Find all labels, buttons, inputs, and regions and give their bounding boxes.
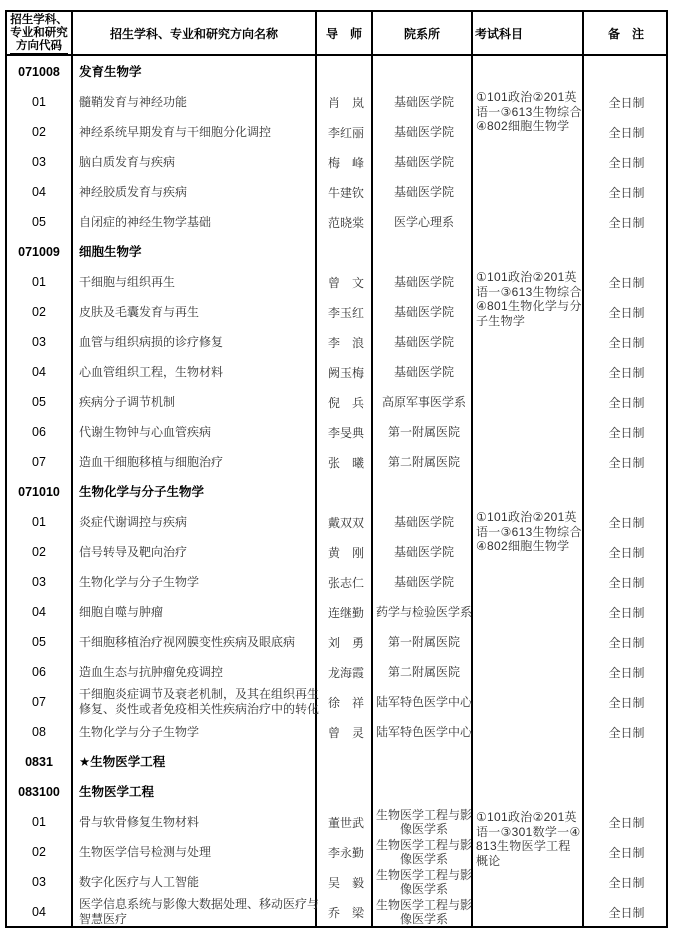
tutor-name: 李永勤 [327,845,364,860]
table-row [7,447,666,477]
note: 全日制 [608,335,645,350]
direction-name: 生物化学与分子生物学 [79,724,200,739]
tutor-name: 连继勤 [327,605,364,620]
section-code: 0831 [25,755,53,769]
note: 全日制 [608,845,645,860]
tutor-name: 梅 峰 [327,155,364,170]
table-row [7,387,666,417]
direction-name: 干细胞与组织再生 [79,274,176,289]
department: 医学心理系 [393,215,454,229]
exam-subjects: ①101政治②201英语一③613生物综合④802细胞生物学 [476,90,582,133]
direction-code: 06 [32,665,46,679]
table-row [7,627,666,657]
direction-name: 医学信息系统与影像大数据处理、移动医疗与智慧医疗 [79,897,320,926]
direction-name: 生物化学与分子生物学 [79,574,200,589]
direction-code: 01 [32,815,46,829]
table-row [7,807,666,837]
section-code: 071009 [18,245,60,259]
department: 高原军事医学系 [381,395,466,409]
department: 基础医学院 [393,95,454,109]
direction-code: 03 [32,575,46,589]
exam-subjects: ①101政治②201英语一③613生物综合④801生物化学与分子生物学 [476,270,582,328]
table-row [7,537,666,567]
section-title: 细胞生物学 [79,244,142,259]
note: 全日制 [608,215,645,230]
note: 全日制 [608,635,645,650]
tutor-name: 黄 刚 [327,545,364,560]
tutor-name: 阙玉梅 [327,365,364,380]
note: 全日制 [608,185,645,200]
section-title: 生物化学与分子生物学 [79,484,205,499]
direction-name: 生物医学信号检测与处理 [79,844,212,859]
department: 基础医学院 [393,185,454,199]
tutor-name: 戴双双 [327,515,364,530]
header-tutor: 导 师 [325,27,362,41]
table-row [7,837,666,867]
tutor-name: 倪 兵 [327,395,364,410]
note: 全日制 [608,575,645,590]
note: 全日制 [608,605,645,620]
direction-name: 神经胶质发育与疾病 [79,184,188,199]
department: 基础医学院 [393,155,454,169]
header-name: 招生学科、专业和研究方向名称 [109,27,278,41]
direction-code: 03 [32,155,46,169]
direction-code: 05 [32,215,46,229]
note: 全日制 [608,905,645,920]
section-row [7,237,666,267]
table-row [7,657,666,687]
department: 基础医学院 [393,335,454,349]
direction-name: 炎症代谢调控与疾病 [79,514,188,529]
tutor-name: 曾 文 [327,275,364,290]
department: 基础医学院 [393,575,454,589]
direction-code: 04 [32,605,46,619]
section-row [7,57,666,87]
department: 生物医学工程与影像医学系 [375,808,472,836]
note: 全日制 [608,875,645,890]
exam-subjects: ①101政治②201英语一③613生物综合④802细胞生物学 [476,510,582,553]
department: 第一附属医院 [387,425,460,439]
table-row [7,147,666,177]
direction-code: 01 [32,515,46,529]
direction-code: 02 [32,305,46,319]
note: 全日制 [608,665,645,680]
tutor-name: 徐 祥 [327,695,364,710]
note: 全日制 [608,455,645,470]
direction-code: 02 [32,845,46,859]
table-row [7,357,666,387]
table-row [7,177,666,207]
note: 全日制 [608,125,645,140]
section-title: 生物医学工程 [79,784,155,799]
direction-name: 疾病分子调节机制 [79,394,176,409]
table-row [7,87,666,117]
direction-code: 01 [32,275,46,289]
table-row [7,567,666,597]
direction-code: 06 [32,425,46,439]
header-dept: 院系所 [403,27,440,41]
tutor-name: 张 曦 [327,455,364,470]
department: 第一附属医院 [387,635,460,649]
direction-name: 干细胞炎症调节及衰老机制，及其在组织再生修复、炎性或者免疫相关性疾病治疗中的转化 [79,687,320,716]
exam-subjects: ①101政治②201英语一③301数学一④813生物医学工程概论 [476,810,581,868]
tutor-name: 龙海霞 [327,665,364,680]
tutor-name: 张志仁 [327,575,364,590]
direction-code: 05 [32,395,46,409]
tutor-name: 乔 梁 [327,905,364,920]
header-code-line: 专业和研究 [10,26,68,39]
table-row [7,417,666,447]
section-title: ★生物医学工程 [79,754,166,769]
direction-name: 皮肤及毛囊发育与再生 [79,304,200,319]
header-code-line: 方向代码 [10,40,68,54]
department: 第二附属医院 [387,665,460,679]
header-code-line: 招生学科、 [10,13,68,26]
tutor-name: 李 浪 [327,335,364,350]
direction-code: 05 [32,635,46,649]
header-exam: 考试科目 [475,27,524,41]
note: 全日制 [608,395,645,410]
table-row [7,297,666,327]
direction-code: 04 [32,905,46,919]
department: 基础医学院 [393,515,454,529]
direction-name: 脑白质发育与疾病 [79,154,176,169]
tutor-name: 李红丽 [327,125,364,140]
tutor-name: 肖 岚 [327,95,364,110]
table-row [7,687,666,717]
department: 基础医学院 [393,365,454,379]
direction-name: 数字化医疗与人工智能 [79,874,200,889]
table-row [7,717,666,747]
direction-code: 07 [32,695,46,709]
direction-name: 造血生态与抗肿瘤免疫调控 [79,664,224,679]
note: 全日制 [608,305,645,320]
section-row [7,747,666,777]
department: 生物医学工程与影像医学系 [375,898,472,926]
tutor-name: 李旻典 [327,425,364,440]
note: 全日制 [608,365,645,380]
direction-name: 细胞自噬与肿瘤 [79,604,164,619]
direction-code: 08 [32,725,46,739]
tutor-name: 刘 勇 [327,635,364,650]
section-row [7,777,666,807]
direction-name: 信号转导及靶向治疗 [79,544,188,559]
direction-code: 07 [32,455,46,469]
direction-name: 髓鞘发育与神经功能 [79,94,188,109]
note: 全日制 [608,545,645,560]
direction-code: 03 [32,335,46,349]
direction-code: 01 [32,95,46,109]
table-row [7,867,666,897]
section-row [7,477,666,507]
tutor-name: 吴 毅 [327,875,364,890]
department: 生物医学工程与影像医学系 [375,838,472,866]
direction-code: 02 [32,125,46,139]
tutor-name: 范晓棠 [327,215,364,230]
department: 陆军特色医学中心 [375,695,472,709]
note: 全日制 [608,515,645,530]
tutor-name: 李玉红 [327,305,364,320]
table-row [7,327,666,357]
tutor-name: 曾 灵 [327,725,364,740]
department: 生物医学工程与影像医学系 [375,868,472,896]
tutor-name: 牛建钦 [327,185,364,200]
direction-name: 血管与组织病损的诊疗修复 [79,334,224,349]
table-row [7,267,666,297]
department: 基础医学院 [393,545,454,559]
table-row [7,207,666,237]
note: 全日制 [608,695,645,710]
direction-name: 神经系统早期发育与干细胞分化调控 [79,124,272,139]
table-row [7,117,666,147]
department: 基础医学院 [393,305,454,319]
section-code: 083100 [18,785,60,799]
direction-code: 02 [32,545,46,559]
note: 全日制 [608,815,645,830]
department: 第二附属医院 [387,455,460,469]
note: 全日制 [608,725,645,740]
tutor-name: 董世武 [327,815,364,830]
department: 基础医学院 [393,275,454,289]
note: 全日制 [608,425,645,440]
table-row [7,597,666,627]
section-code: 071010 [18,485,60,499]
direction-name: 骨与软骨修复生物材料 [79,814,200,829]
department: 基础医学院 [393,125,454,139]
department: 陆军特色医学中心 [375,725,472,739]
table-row [7,507,666,537]
direction-name: 心血管组织工程，生物材料 [79,364,224,379]
direction-code: 03 [32,875,46,889]
direction-code: 04 [32,365,46,379]
direction-name: 自闭症的神经生物学基础 [79,214,212,229]
direction-name: 干细胞移植治疗视网膜变性疾病及眼底病 [79,634,296,649]
enrollment-table [5,10,668,928]
note: 全日制 [608,95,645,110]
note: 全日制 [608,155,645,170]
note: 全日制 [608,275,645,290]
direction-name: 代谢生物钟与心血管疾病 [79,424,212,439]
header-code [7,12,71,55]
header-note: 备 注 [607,27,644,41]
direction-code: 04 [32,185,46,199]
table-row [7,897,666,927]
section-code: 071008 [18,65,60,79]
direction-name: 造血干细胞移植与细胞治疗 [79,454,224,469]
section-title: 发育生物学 [79,64,142,79]
department: 药学与检验医学系 [375,605,472,619]
